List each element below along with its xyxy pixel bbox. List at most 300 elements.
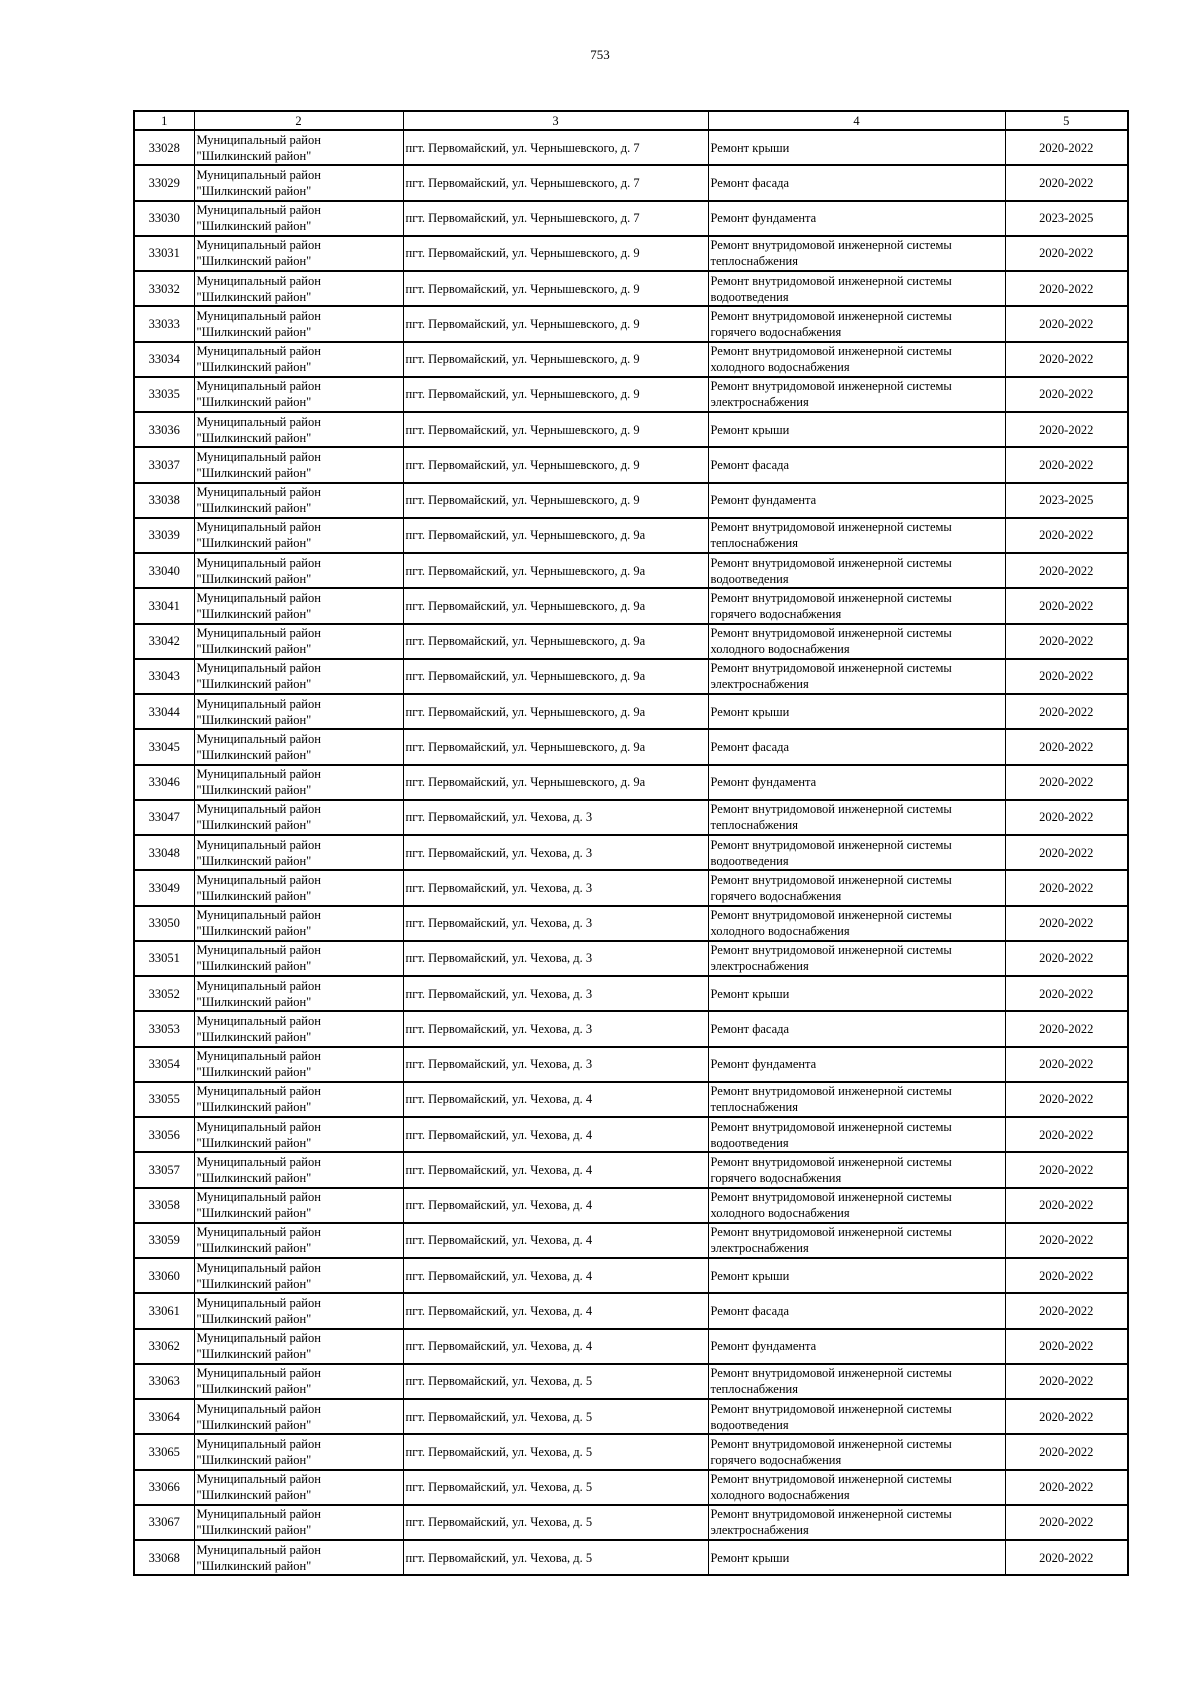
table-row — [134, 588, 1128, 623]
row-number: 33042 — [134, 624, 194, 659]
work-type-cell — [708, 1188, 1005, 1223]
municipality-line: Муниципальный район — [196, 908, 321, 923]
table-row — [134, 412, 1128, 447]
table-row — [134, 1258, 1128, 1293]
period-cell: 2020-2022 — [1005, 1258, 1128, 1293]
period-cell: 2020-2022 — [1005, 941, 1128, 976]
municipality-line: "Шилкинский район" — [196, 1206, 312, 1221]
municipality-cell — [194, 1047, 403, 1082]
period-cell: 2020-2022 — [1005, 765, 1128, 800]
work-type-cell — [708, 1505, 1005, 1540]
work-type-line: Ремонт фундамента — [710, 1057, 817, 1072]
table-header — [134, 111, 1128, 130]
period-cell: 2020-2022 — [1005, 976, 1128, 1011]
address-cell: пгт. Первомайский, ул. Чехова, д. 5 — [403, 1434, 708, 1469]
address-cell: пгт. Первомайский, ул. Чехова, д. 4 — [403, 1293, 708, 1328]
municipality-line: "Шилкинский район" — [196, 1029, 312, 1044]
work-type-line: Ремонт внутридомовой инженерной системы — [710, 1436, 952, 1451]
period-cell: 2020-2022 — [1005, 659, 1128, 694]
row-number: 33036 — [134, 412, 194, 447]
address-cell: пгт. Первомайский, ул. Чехова, д. 4 — [403, 1223, 708, 1258]
address-cell: пгт. Первомайский, ул. Чернышевского, д. 9а — [403, 624, 708, 659]
municipality-line: "Шилкинский район" — [196, 1347, 312, 1362]
work-type-line: теплоснабжения — [710, 254, 798, 269]
row-number: 33060 — [134, 1258, 194, 1293]
address-cell: пгт. Первомайский, ул. Чехова, д. 3 — [403, 906, 708, 941]
work-type-line: Ремонт внутридомовой инженерной системы — [710, 344, 952, 359]
period-cell: 2020-2022 — [1005, 1399, 1128, 1434]
table-row — [134, 1470, 1128, 1505]
row-number: 33048 — [134, 835, 194, 870]
table-row — [134, 201, 1128, 236]
work-type-line: Ремонт крыши — [710, 1268, 790, 1283]
work-type-line: водоотведения — [710, 289, 789, 304]
municipality-line: "Шилкинский район" — [196, 853, 312, 868]
address-cell: пгт. Первомайский, ул. Чехова, д. 3 — [403, 941, 708, 976]
work-type-line: Ремонт фасада — [710, 1303, 790, 1318]
address-cell: пгт. Первомайский, ул. Чернышевского, д. 9а — [403, 659, 708, 694]
work-type-line: теплоснабжения — [710, 1382, 798, 1397]
work-type-line: горячего водоснабжения — [710, 1452, 842, 1467]
municipality-line: "Шилкинский район" — [196, 888, 312, 903]
work-type-cell — [708, 130, 1005, 165]
municipality-cell — [194, 1258, 403, 1293]
work-type-line: электроснабжения — [710, 1523, 809, 1538]
municipality-cell — [194, 1470, 403, 1505]
municipality-line: "Шилкинский район" — [196, 1065, 312, 1080]
table-row — [134, 1364, 1128, 1399]
table-row — [134, 342, 1128, 377]
address-cell: пгт. Первомайский, ул. Чехова, д. 5 — [403, 1470, 708, 1505]
table-row — [134, 447, 1128, 482]
row-number: 33044 — [134, 694, 194, 729]
period-cell: 2020-2022 — [1005, 800, 1128, 835]
municipality-line: Муниципальный район — [196, 520, 321, 535]
work-type-cell — [708, 906, 1005, 941]
period-cell: 2020-2022 — [1005, 236, 1128, 271]
table-row — [134, 906, 1128, 941]
municipality-cell — [194, 201, 403, 236]
municipality-line: "Шилкинский район" — [196, 148, 312, 163]
table-row — [134, 1223, 1128, 1258]
municipality-cell — [194, 800, 403, 835]
row-number: 33067 — [134, 1505, 194, 1540]
municipality-cell — [194, 130, 403, 165]
table-row — [134, 835, 1128, 870]
municipality-line: "Шилкинский район" — [196, 1488, 312, 1503]
period-cell: 2020-2022 — [1005, 1117, 1128, 1152]
municipality-cell — [194, 1011, 403, 1046]
municipality-line: Муниципальный район — [196, 1472, 321, 1487]
period-cell: 2020-2022 — [1005, 1329, 1128, 1364]
address-cell: пгт. Первомайский, ул. Чехова, д. 4 — [403, 1188, 708, 1223]
municipality-cell — [194, 906, 403, 941]
work-type-cell — [708, 1223, 1005, 1258]
work-type-line: Ремонт крыши — [710, 140, 790, 155]
row-number: 33039 — [134, 518, 194, 553]
period-cell: 2020-2022 — [1005, 1293, 1128, 1328]
work-type-line: Ремонт фундамента — [710, 493, 817, 508]
period-cell: 2023-2025 — [1005, 201, 1128, 236]
work-type-line: Ремонт внутридомовой инженерной системы — [710, 1366, 952, 1381]
table-row — [134, 130, 1128, 165]
work-type-cell — [708, 377, 1005, 412]
work-type-cell — [708, 165, 1005, 200]
period-cell: 2020-2022 — [1005, 342, 1128, 377]
period-cell: 2020-2022 — [1005, 588, 1128, 623]
municipality-line: "Шилкинский район" — [196, 536, 312, 551]
row-number: 33061 — [134, 1293, 194, 1328]
work-type-line: Ремонт фасада — [710, 457, 790, 472]
municipality-cell — [194, 1117, 403, 1152]
municipality-line: Муниципальный район — [196, 132, 321, 147]
work-type-line: холодного водоснабжения — [710, 360, 850, 375]
address-cell: пгт. Первомайский, ул. Чехова, д. 3 — [403, 1047, 708, 1082]
table-row — [134, 1011, 1128, 1046]
municipality-line: "Шилкинский район" — [196, 1100, 312, 1115]
work-type-cell — [708, 694, 1005, 729]
address-cell: пгт. Первомайский, ул. Чехова, д. 5 — [403, 1505, 708, 1540]
address-cell: пгт. Первомайский, ул. Чернышевского, д. 9а — [403, 518, 708, 553]
work-type-line: горячего водоснабжения — [710, 324, 842, 339]
address-cell: пгт. Первомайский, ул. Чернышевского, д. 9 — [403, 342, 708, 377]
table-row — [134, 1505, 1128, 1540]
work-type-cell — [708, 553, 1005, 588]
work-type-line: Ремонт фундамента — [710, 775, 817, 790]
municipality-cell — [194, 1329, 403, 1364]
municipality-cell — [194, 553, 403, 588]
table-row — [134, 694, 1128, 729]
work-type-line: электроснабжения — [710, 959, 809, 974]
work-type-line: холодного водоснабжения — [710, 1206, 850, 1221]
municipality-line: Муниципальный район — [196, 555, 321, 570]
work-type-line: электроснабжения — [710, 677, 809, 692]
period-cell: 2020-2022 — [1005, 1223, 1128, 1258]
table-row — [134, 1047, 1128, 1082]
municipality-line: Муниципальный район — [196, 1295, 321, 1310]
municipality-line: Муниципальный район — [196, 626, 321, 641]
municipality-line: "Шилкинский район" — [196, 959, 312, 974]
address-cell: пгт. Первомайский, ул. Чехова, д. 3 — [403, 1011, 708, 1046]
period-cell: 2020-2022 — [1005, 729, 1128, 764]
work-type-line: Ремонт внутридомовой инженерной системы — [710, 555, 952, 570]
work-type-line: Ремонт внутридомовой инженерной системы — [710, 1119, 952, 1134]
work-type-cell — [708, 1434, 1005, 1469]
table-row — [134, 306, 1128, 341]
municipality-cell — [194, 1152, 403, 1187]
municipality-cell — [194, 870, 403, 905]
municipality-line: "Шилкинский район" — [196, 1276, 312, 1291]
municipality-line: Муниципальный район — [196, 1049, 321, 1064]
municipality-line: Муниципальный район — [196, 1013, 321, 1028]
municipality-cell — [194, 377, 403, 412]
address-cell: пгт. Первомайский, ул. Чернышевского, д. 9а — [403, 553, 708, 588]
row-number: 33033 — [134, 306, 194, 341]
municipality-line: Муниципальный район — [196, 978, 321, 993]
period-cell: 2023-2025 — [1005, 483, 1128, 518]
municipality-line: "Шилкинский район" — [196, 677, 312, 692]
period-cell: 2020-2022 — [1005, 377, 1128, 412]
address-cell: пгт. Первомайский, ул. Чернышевского, д. 9 — [403, 447, 708, 482]
work-type-cell — [708, 342, 1005, 377]
table-row — [134, 377, 1128, 412]
address-cell: пгт. Первомайский, ул. Чернышевского, д. 9 — [403, 306, 708, 341]
row-number: 33056 — [134, 1117, 194, 1152]
municipality-line: "Шилкинский район" — [196, 571, 312, 586]
municipality-line: "Шилкинский район" — [196, 360, 312, 375]
municipality-line: "Шилкинский район" — [196, 994, 312, 1009]
municipality-cell — [194, 412, 403, 447]
table-row — [134, 1399, 1128, 1434]
work-type-line: Ремонт внутридомовой инженерной системы — [710, 1190, 952, 1205]
table-row — [134, 1188, 1128, 1223]
work-type-line: Ремонт внутридомовой инженерной системы — [710, 1084, 952, 1099]
row-number: 33059 — [134, 1223, 194, 1258]
work-type-line: электроснабжения — [710, 395, 809, 410]
work-type-line: Ремонт фасада — [710, 175, 790, 190]
row-number: 33058 — [134, 1188, 194, 1223]
table-row — [134, 271, 1128, 306]
row-number: 33037 — [134, 447, 194, 482]
work-type-line: Ремонт внутридомовой инженерной системы — [710, 379, 952, 394]
address-cell: пгт. Первомайский, ул. Чехова, д. 4 — [403, 1152, 708, 1187]
table-row — [134, 659, 1128, 694]
municipality-line: Муниципальный район — [196, 1084, 321, 1099]
work-type-line: Ремонт внутридомовой инженерной системы — [710, 908, 952, 923]
municipality-line: "Шилкинский район" — [196, 1382, 312, 1397]
municipality-cell — [194, 694, 403, 729]
row-number: 33035 — [134, 377, 194, 412]
work-type-line: Ремонт внутридомовой инженерной системы — [710, 802, 952, 817]
row-number: 33038 — [134, 483, 194, 518]
municipality-cell — [194, 1082, 403, 1117]
work-type-line: водоотведения — [710, 1417, 789, 1432]
table-row — [134, 765, 1128, 800]
work-type-line: Ремонт крыши — [710, 1550, 790, 1565]
work-type-line: водоотведения — [710, 853, 789, 868]
work-type-cell — [708, 1117, 1005, 1152]
page-number: 753 — [590, 47, 610, 62]
municipality-cell — [194, 835, 403, 870]
work-type-cell — [708, 765, 1005, 800]
municipality-line: Муниципальный район — [196, 1542, 321, 1557]
row-number: 33066 — [134, 1470, 194, 1505]
work-type-cell — [708, 518, 1005, 553]
work-type-cell — [708, 624, 1005, 659]
municipality-cell — [194, 306, 403, 341]
work-type-line: Ремонт фасада — [710, 1021, 790, 1036]
address-cell: пгт. Первомайский, ул. Чернышевского, д. 9а — [403, 588, 708, 623]
municipality-line: Муниципальный район — [196, 414, 321, 429]
period-cell: 2020-2022 — [1005, 1011, 1128, 1046]
period-cell: 2020-2022 — [1005, 518, 1128, 553]
municipality-line: "Шилкинский район" — [196, 1311, 312, 1326]
municipality-line: "Шилкинский район" — [196, 465, 312, 480]
work-type-line: теплоснабжения — [710, 818, 798, 833]
work-type-cell — [708, 201, 1005, 236]
work-type-line: Ремонт крыши — [710, 704, 790, 719]
work-type-cell — [708, 447, 1005, 482]
row-number: 33049 — [134, 870, 194, 905]
work-type-cell — [708, 271, 1005, 306]
period-cell: 2020-2022 — [1005, 835, 1128, 870]
work-type-line: горячего водоснабжения — [710, 1170, 842, 1185]
work-type-line: Ремонт крыши — [710, 422, 790, 437]
work-type-cell — [708, 306, 1005, 341]
municipality-cell — [194, 271, 403, 306]
address-cell: пгт. Первомайский, ул. Чехова, д. 3 — [403, 800, 708, 835]
row-number: 33050 — [134, 906, 194, 941]
period-cell: 2020-2022 — [1005, 1082, 1128, 1117]
municipality-cell — [194, 447, 403, 482]
table-row — [134, 165, 1128, 200]
row-number: 33045 — [134, 729, 194, 764]
municipality-line: Муниципальный район — [196, 731, 321, 746]
work-type-cell — [708, 800, 1005, 835]
period-cell: 2020-2022 — [1005, 870, 1128, 905]
address-cell: пгт. Первомайский, ул. Чехова, д. 4 — [403, 1258, 708, 1293]
municipality-cell — [194, 765, 403, 800]
work-type-line: Ремонт внутридомовой инженерной системы — [710, 273, 952, 288]
municipality-line: "Шилкинский район" — [196, 1417, 312, 1432]
work-type-line: Ремонт внутридомовой инженерной системы — [710, 1401, 952, 1416]
period-cell: 2020-2022 — [1005, 1540, 1128, 1575]
table-row — [134, 800, 1128, 835]
repair-schedule-table — [133, 110, 1129, 1576]
work-type-line: холодного водоснабжения — [710, 642, 850, 657]
work-type-line: Ремонт внутридомовой инженерной системы — [710, 590, 952, 605]
row-number: 33047 — [134, 800, 194, 835]
row-number: 33063 — [134, 1364, 194, 1399]
municipality-line: "Шилкинский район" — [196, 501, 312, 516]
period-cell: 2020-2022 — [1005, 906, 1128, 941]
table-row — [134, 1117, 1128, 1152]
period-cell: 2020-2022 — [1005, 624, 1128, 659]
municipality-line: Муниципальный район — [196, 485, 321, 500]
municipality-cell — [194, 342, 403, 377]
municipality-line: Муниципальный район — [196, 238, 321, 253]
address-cell: пгт. Первомайский, ул. Чернышевского, д. 9а — [403, 765, 708, 800]
municipality-line: "Шилкинский район" — [196, 818, 312, 833]
row-number: 33054 — [134, 1047, 194, 1082]
municipality-cell — [194, 941, 403, 976]
address-cell: пгт. Первомайский, ул. Чехова, д. 3 — [403, 870, 708, 905]
work-type-cell — [708, 1329, 1005, 1364]
work-type-cell — [708, 1399, 1005, 1434]
row-number: 33055 — [134, 1082, 194, 1117]
municipality-line: "Шилкинский район" — [196, 712, 312, 727]
column-header-2: 2 — [194, 111, 403, 130]
column-header-4: 4 — [708, 111, 1005, 130]
address-cell: пгт. Первомайский, ул. Чернышевского, д. 9 — [403, 377, 708, 412]
table-row — [134, 1329, 1128, 1364]
work-type-cell — [708, 659, 1005, 694]
period-cell: 2020-2022 — [1005, 271, 1128, 306]
municipality-cell — [194, 588, 403, 623]
municipality-line: Муниципальный район — [196, 308, 321, 323]
work-type-line: Ремонт внутридомовой инженерной системы — [710, 1225, 952, 1240]
work-type-line: Ремонт внутридомовой инженерной системы — [710, 238, 952, 253]
work-type-line: Ремонт внутридомовой инженерной системы — [710, 626, 952, 641]
work-type-line: Ремонт внутридомовой инженерной системы — [710, 1154, 952, 1169]
municipality-line: Муниципальный район — [196, 1436, 321, 1451]
table-row — [134, 976, 1128, 1011]
municipality-line: Муниципальный район — [196, 1154, 321, 1169]
row-number: 33053 — [134, 1011, 194, 1046]
row-number: 33046 — [134, 765, 194, 800]
municipality-line: "Шилкинский район" — [196, 324, 312, 339]
municipality-line: "Шилкинский район" — [196, 747, 312, 762]
municipality-line: Муниципальный район — [196, 203, 321, 218]
work-type-line: электроснабжения — [710, 1241, 809, 1256]
table-row — [134, 1540, 1128, 1575]
table-row — [134, 518, 1128, 553]
municipality-line: "Шилкинский район" — [196, 642, 312, 657]
period-cell: 2020-2022 — [1005, 694, 1128, 729]
row-number: 33052 — [134, 976, 194, 1011]
municipality-cell — [194, 165, 403, 200]
municipality-line: Муниципальный район — [196, 1225, 321, 1240]
work-type-cell — [708, 1293, 1005, 1328]
work-type-line: Ремонт фундамента — [710, 211, 817, 226]
municipality-line: "Шилкинский район" — [196, 1558, 312, 1573]
municipality-line: "Шилкинский район" — [196, 430, 312, 445]
municipality-line: Муниципальный район — [196, 1119, 321, 1134]
municipality-line: "Шилкинский район" — [196, 1523, 312, 1538]
work-type-line: водоотведения — [710, 571, 789, 586]
municipality-line: Муниципальный район — [196, 1260, 321, 1275]
municipality-line: Муниципальный район — [196, 379, 321, 394]
work-type-cell — [708, 870, 1005, 905]
municipality-line: "Шилкинский район" — [196, 924, 312, 939]
period-cell: 2020-2022 — [1005, 1188, 1128, 1223]
address-cell: пгт. Первомайский, ул. Чернышевского, д. 9 — [403, 412, 708, 447]
address-cell: пгт. Первомайский, ул. Чехова, д. 4 — [403, 1329, 708, 1364]
municipality-line: "Шилкинский район" — [196, 219, 312, 234]
municipality-cell — [194, 729, 403, 764]
period-cell: 2020-2022 — [1005, 165, 1128, 200]
work-type-cell — [708, 1082, 1005, 1117]
municipality-line: Муниципальный район — [196, 1401, 321, 1416]
work-type-line: теплоснабжения — [710, 1100, 798, 1115]
work-type-line: холодного водоснабжения — [710, 924, 850, 939]
municipality-line: "Шилкинский район" — [196, 1135, 312, 1150]
table-body — [134, 130, 1128, 1575]
row-number: 33029 — [134, 165, 194, 200]
period-cell: 2020-2022 — [1005, 1047, 1128, 1082]
work-type-cell — [708, 835, 1005, 870]
table-row — [134, 553, 1128, 588]
work-type-line: Ремонт крыши — [710, 986, 790, 1001]
work-type-line: горячего водоснабжения — [710, 888, 842, 903]
address-cell: пгт. Первомайский, ул. Чернышевского, д. 7 — [403, 201, 708, 236]
column-header-5: 5 — [1005, 111, 1128, 130]
address-cell: пгт. Первомайский, ул. Чехова, д. 4 — [403, 1082, 708, 1117]
address-cell: пгт. Первомайский, ул. Чернышевского, д. 7 — [403, 130, 708, 165]
work-type-cell — [708, 1364, 1005, 1399]
period-cell: 2020-2022 — [1005, 130, 1128, 165]
address-cell: пгт. Первомайский, ул. Чехова, д. 5 — [403, 1399, 708, 1434]
table-row — [134, 1293, 1128, 1328]
period-cell: 2020-2022 — [1005, 1364, 1128, 1399]
table-row — [134, 729, 1128, 764]
municipality-line: Муниципальный район — [196, 344, 321, 359]
work-type-line: Ремонт внутридомовой инженерной системы — [710, 943, 952, 958]
municipality-line: "Шилкинский район" — [196, 783, 312, 798]
municipality-line: "Шилкинский район" — [196, 183, 312, 198]
work-type-cell — [708, 1258, 1005, 1293]
municipality-line: "Шилкинский район" — [196, 289, 312, 304]
